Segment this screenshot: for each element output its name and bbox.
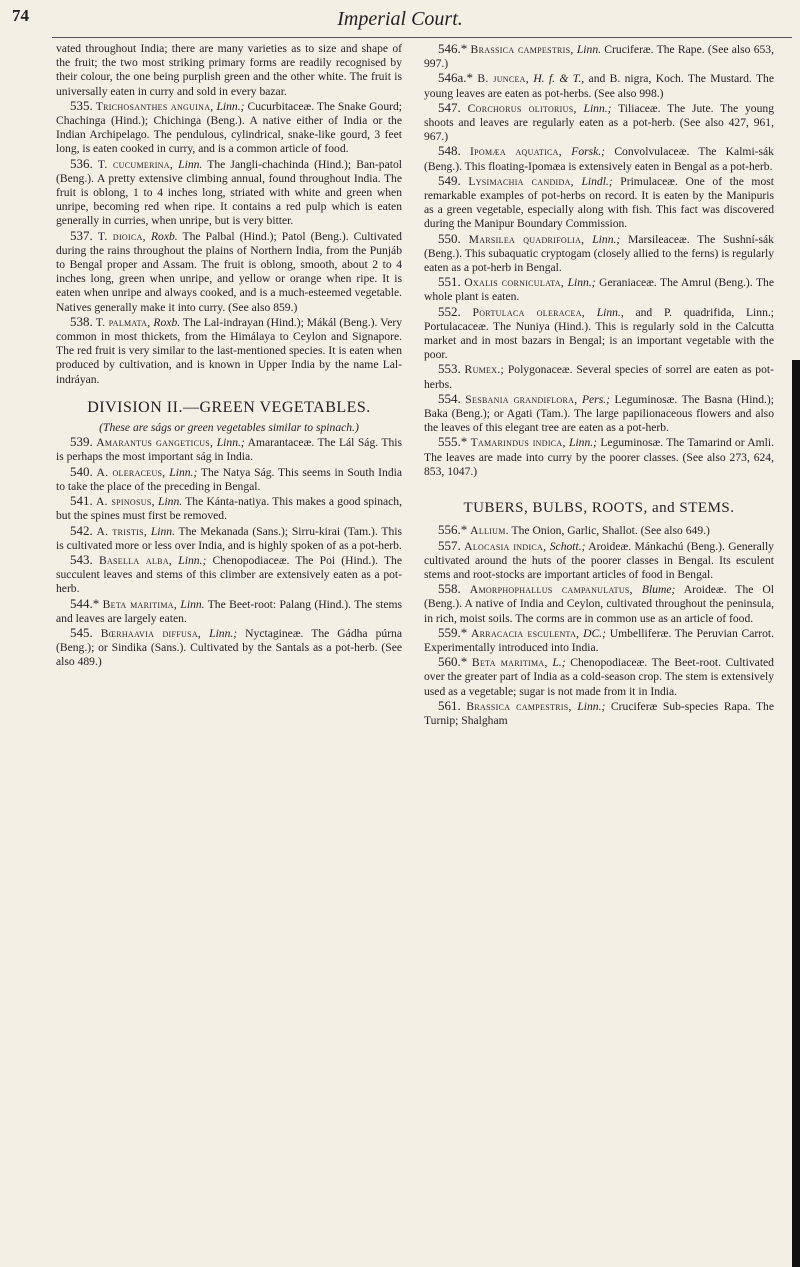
entry-536: 536. T. cucumerina, Linn. The Jangli-chachinda (Hind.); Ban-patol (Beng.). A pretty extensive climbing annual, found throughout India. The fruit is oblong, 1 to 4 inches long, striated with white and green when unripe, becoming red when ripe. It contains a red pulp which is eaten generally in curries, when unripe, but is very bitter. bbox=[56, 155, 402, 228]
entry-547: 547. Corchorus olitorius, Linn.; Tiliaceæ. The Jute. The young shoots and leaves are regularly eaten as a pot-herb. (See also 427, 961, 967.) bbox=[424, 99, 774, 144]
entry-543: 543. Basella alba, Linn.; Chenopodiaceæ. The Poi (Hind.). The succulent leaves and stems of this climber are extensively eaten as a pot-herb. bbox=[56, 551, 402, 596]
entry-553: 553. Rumex.; Polygonaceæ. Several species of sorrel are eaten as pot-herbs. bbox=[424, 361, 774, 391]
header-rule bbox=[52, 37, 792, 38]
division-note: (These are ságs or green vegetables similar to spinach.) bbox=[99, 421, 359, 435]
division-heading: DIVISION II.—GREEN VEGETABLES. bbox=[87, 398, 371, 416]
entry-542: 542. A. tristis, Linn. The Mekanada (Sans.); Sirru-kirai (Tam.). This is cultivated more or less over India, and is highly spoken of as a pot-herb. bbox=[56, 522, 402, 552]
entry-545: 545. Bœrhaavia diffusa, Linn.; Nyctagineæ. The Gádha púrna (Beng.); or Sindika (Sans.). Cultivated by the Santals as a pot-herb. (See also 489.) bbox=[56, 624, 402, 669]
entry-556: 556.* Allium. The Onion, Garlic, Shallot. (See also 649.) bbox=[438, 522, 710, 538]
page-number: 74 bbox=[12, 6, 29, 25]
entry-558: 558. Amorphophallus campanulatus, Blume; Aroideæ. The Ol (Beng.). A native of India and Ceylon, cultivated throughout the peninsula, in rich, moist soils. The corms are in common use as an article of food. bbox=[424, 581, 774, 625]
running-title: Imperial Court. bbox=[337, 8, 463, 30]
entry-539: 539. Amarantus gangeticus, Linn.; Amarantaceæ. The Lál Ság. This is perhaps the most important ság in India. bbox=[56, 434, 403, 464]
entry-561: 561. Brassica campestris, Linn.; Cruciferæ Sub-species Rapa. The Turnip; Shalgham bbox=[424, 697, 774, 727]
entry-559: 559.* Arracacia esculenta, DC.; Umbelliferæ. The Peruvian Carrot. Experimentally introduced into India. bbox=[424, 624, 774, 654]
entry-554: 554. Sesbania grandiflora, Pers.; Leguminosæ. The Basna (Hind.); Baka (Beng.); or Agati (Tam.). The large papilionaceous flowers and also the leaves of this elegant tree are eaten as a pot-herb. bbox=[424, 390, 774, 435]
left-column bbox=[56, 42, 402, 670]
entry-552: 552. Portulaca oleracea, Linn., and P. quadrifida, Linn.; Portulacaceæ. The Nuniya (Hind.). This is regularly sold in the Calcutta market and in most bazars in Bengal; is an important vegetable with the poor. bbox=[424, 303, 774, 362]
entry-555: 555.* Tamarindus indica, Linn.; Leguminosæ. The Tamarind or Amli. The leaves are made into curry by the poorer classes. (See also 273, 624, 853, 1047.) bbox=[424, 434, 774, 478]
entry-548: 548. Ipomæa aquatica, Forsk.; Convolvulaceæ. The Kalmi-sák (Beng.). This floating-Ipomæa is extensively eaten in Bengal as a pot-herb. bbox=[424, 143, 774, 173]
page-edge-shadow bbox=[792, 360, 800, 1267]
entry-546: 546.* Brassica campestris, Linn. Cruciferæ. The Rape. (See also 653, 997.) bbox=[424, 41, 775, 71]
entry-549: 549. Lysimachia candida, Lindl.; Primulaceæ. One of the most remarkable examples of pot-herbs on record. It is eaten by the Manipuris as a green vegetable, especially along with fish. This fact was discovered during the Manipur Boundary Commission. bbox=[424, 172, 774, 231]
entry-537: 537. T. dioica, Roxb. The Palbal (Hind.); Patol (Beng.). Cultivated during the rains throughout the plains of Northern India, from the Punjáb to Bengal proper and Assam. The fruit is oblong, smooth, about 2 to 4 inches long, green when unripe, and yellow or orange when ripe. It is eaten when unripe and always cooked, and is a much-esteemed vegetable. Natives generally make it into curry. (See also 859.) bbox=[56, 227, 402, 314]
entry-560: 560.* Beta maritima, L.; Chenopodiaceæ. The Beet-root. Cultivated over the greater part of India as a cold-season crop. The stem is extensively used as a vegetable; sugar is not made from it in India. bbox=[424, 654, 774, 698]
entry-550: 550. Marsilea quadrifolia, Linn.; Marsileaceæ. The Sushní-sák (Beng.). This subaquatic cryptogam (closely allied to the ferns) is regularly eaten as a pot-herb in Bengal. bbox=[424, 230, 774, 275]
entry-546a: 546a.* B. juncea, H. f. & T., and B. nigra, Koch. The Mustard. The young leaves are eaten as pot-herbs. (See also 998.) bbox=[424, 70, 774, 100]
right-column bbox=[424, 42, 774, 728]
entry-557: 557. Alocasia indica, Schott.; Aroideæ. Mánkachú (Beng.). Generally cultivated around the huts of the poorer classes in Bengal. Its esculent stems and root-stocks are important articles of food in Bengal. bbox=[424, 537, 774, 581]
entry-544: 544.* Beta maritima, Linn. The Beet-root: Palang (Hind.). The stems and leaves are largely eaten. bbox=[56, 595, 402, 625]
entry-538: 538. T. palmata, Roxb. The Lal-indrayan (Hind.); Mákál (Beng.). Very common in most thickets, from the Himálaya to Ceylon and Signapore. The red fruit is very similar to the last-mentioned species. It is eaten when produced by cultivation, and is known in Upper India by the name Lal-indráyan. bbox=[56, 313, 402, 386]
tubers-heading: TUBERS, BULBS, ROOTS, and STEMS. bbox=[463, 500, 735, 517]
intro-paragraph: vated throughout India; there are many varieties as to size and shape of the fruit; the two most striking primary forms are readily recognised by their colour, the one being purplish green and the other white. The fruit is universally eaten in curry and sold in every bazar. bbox=[56, 42, 402, 98]
entry-541: 541. A. spinosus, Linn. The Kánta-natiya. This makes a good spinach, but the spines must first be removed. bbox=[56, 493, 403, 523]
page-header bbox=[0, 6, 800, 36]
entry-535: 535. Trichosanthes anguina, Linn.; Cucurbitaceæ. The Snake Gourd; Chachinga (Hind.); Chichinga (Beng.). A native either of India or the Indian Archipelago. The pendulous, cylindrical, snake-like gourd, 3 feet long, is eaten cooked in curry, and is a common article of food. bbox=[56, 97, 402, 156]
entry-540: 540. A. oleraceus, Linn.; The Natya Ság. This seems in South India to take the place of the preceding in Bengal. bbox=[56, 463, 402, 493]
entry-551: 551. Oxalis corniculata, Linn.; Geraniaceæ. The Amrul (Beng.). The whole plant is eaten. bbox=[424, 274, 774, 304]
